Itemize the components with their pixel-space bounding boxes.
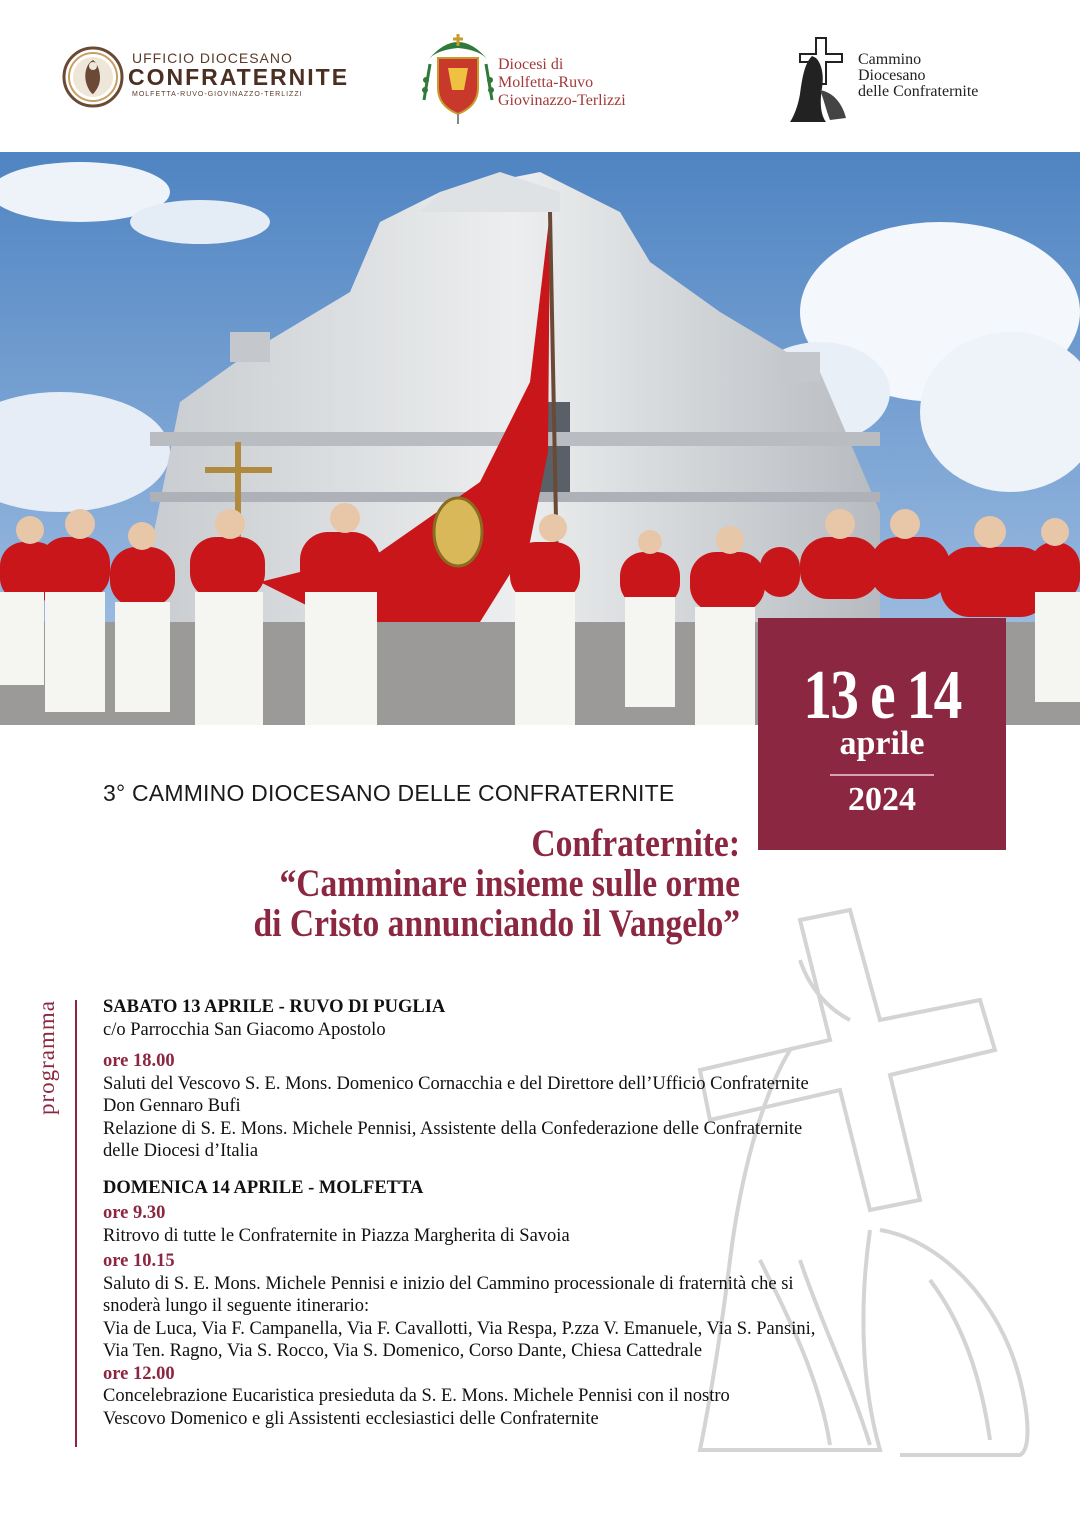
cammino-line-1: Cammino <box>858 51 922 68</box>
day1-location: c/o Parrocchia San Giacomo Apostolo <box>103 1019 386 1040</box>
logo-diocesi <box>420 30 680 126</box>
day1-line-4: delle Diocesi d’Italia <box>103 1141 259 1161</box>
day2-line2-2: snoderà lungo il seguente itinerario: <box>103 1296 370 1316</box>
diocese-line-1: Diocesi di <box>498 56 564 73</box>
day1-heading: SABATO 13 APRILE - RUVO DI PUGLIA <box>103 997 446 1017</box>
date-box <box>758 618 1006 850</box>
day2-heading: DOMENICA 14 APRILE - MOLFETTA <box>103 1177 424 1198</box>
cammino-line-3: delle Confraternite <box>858 83 979 100</box>
day2-line2-1: Saluto di S. E. Mons. Michele Pennisi e inizio del Cammino processionale di fraternità che si <box>103 1273 794 1294</box>
main-title-line-1: Confraternite: <box>531 822 740 865</box>
program-side-label <box>34 1000 74 1140</box>
main-title-line-2: “Camminare insieme sulle orme <box>279 862 740 905</box>
day2-time-1: ore 9.30 <box>103 1203 166 1223</box>
diocese-line-2: Molfetta-Ruvo <box>498 74 594 91</box>
day1-time-1: ore 18.00 <box>103 1051 175 1071</box>
diocese-line-3: Giovinazzo-Terlizzi <box>498 92 626 109</box>
main-title <box>100 824 740 944</box>
cross-bearer-icon <box>786 34 852 124</box>
day2-line3-1: Concelebrazione Eucaristica presieduta da S. E. Mons. Michele Pennisi con il nostro <box>103 1386 730 1406</box>
side-label-text: programma <box>34 1000 59 1116</box>
diocese-coat-of-arms-icon <box>420 30 496 126</box>
day1-line-1: Saluti del Vescovo S. E. Mons. Domenico Cornacchia e del Direttore dell’Ufficio Confraternite <box>103 1073 809 1094</box>
date-days: 13 e 14 <box>803 657 961 734</box>
program-divider-line <box>75 1000 77 1447</box>
cammino-line-2: Diocesano <box>858 67 926 84</box>
event-title: 3° CAMMINO DIOCESANO DELLE CONFRATERNITE <box>103 780 675 806</box>
logo-left-line2: CONFRATERNITE <box>128 64 350 90</box>
day2-time-3: ore 12.00 <box>103 1363 175 1384</box>
day1-line-2: Don Gennaro Bufi <box>103 1096 241 1116</box>
day2-line2-3: Via de Luca, Via F. Campanella, Via F. Cavallotti, Via Respa, P.zza V. Emanuele, Via S. Pansini, <box>103 1318 816 1339</box>
day2-line3-2: Vescovo Domenico e gli Assistenti ecclesiastici delle Confraternite <box>103 1408 599 1429</box>
logo-left-line3: MOLFETTA-RUVO-GIOVINAZZO-TERLIZZI <box>132 91 303 98</box>
date-year: 2024 <box>848 781 916 818</box>
logo-ufficio-confraternite <box>62 42 350 112</box>
date-month: aprile <box>839 725 925 762</box>
main-title-line-3: di Cristo annunciando il Vangelo” <box>253 902 740 945</box>
program-list <box>103 996 1013 1430</box>
day2-line2-4: Via Ten. Ragno, Via S. Rocco, Via S. Domenico, Corso Dante, Chiesa Cattedrale <box>103 1341 703 1361</box>
confraternite-emblem-icon <box>62 46 124 108</box>
date-divider <box>830 774 934 776</box>
day1-line-3: Relazione di S. E. Mons. Michele Pennisi, Assistente della Confederazione delle Confraternite <box>103 1118 803 1139</box>
logo-left-line1: UFFICIO DIOCESANO <box>132 50 293 66</box>
logo-cammino <box>786 34 1036 124</box>
day2-time-2: ore 10.15 <box>103 1251 175 1271</box>
day2-text-1: Ritrovo di tutte le Confraternite in Piazza Margherita di Savoia <box>103 1225 570 1246</box>
